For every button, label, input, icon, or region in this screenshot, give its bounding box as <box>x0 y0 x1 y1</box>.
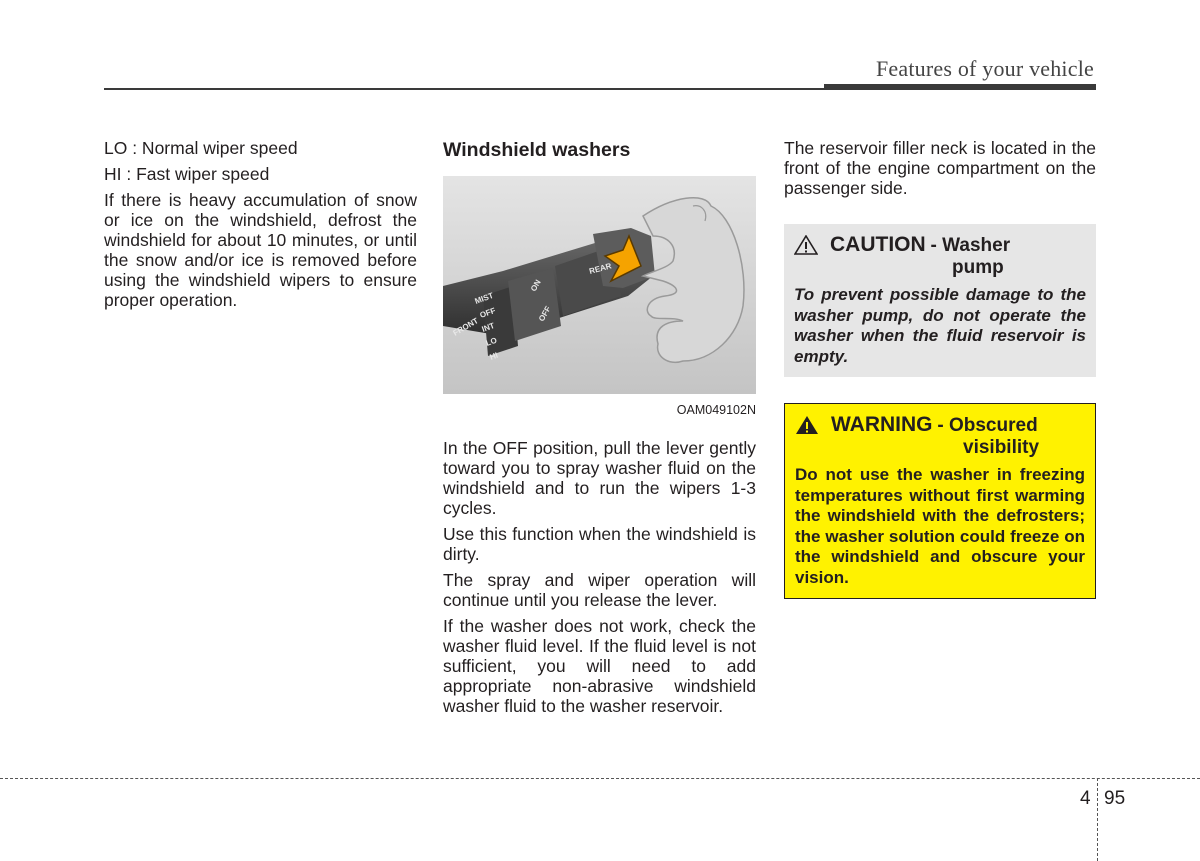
lever-label-mist: MIST <box>473 290 495 306</box>
lever-label-on: ON <box>528 278 543 293</box>
caution-box <box>784 224 1096 377</box>
column-left <box>104 138 417 316</box>
lever-label-front: FRONT <box>451 316 480 338</box>
lever-label-hi: HI <box>488 350 500 362</box>
caution-subtitle-2: pump <box>952 257 1004 278</box>
paragraph-hi: HI : Fast wiper speed <box>104 164 270 184</box>
caution-subtitle: - Washer <box>930 235 1011 256</box>
page-number: 95 <box>1104 788 1126 809</box>
paragraph-pull-lever: In the OFF position, pull the lever gently toward you to spray washer fluid on the windshield and to run the wipers 1-3 cycles. <box>443 438 756 518</box>
paragraph-defrost: If there is heavy accumulation of snow or ice on the windshield, defrost the windshield for about 10 minutes, or until the snow and/or ice is removed before using the windshield wipers to ensure proper operation. <box>104 190 417 310</box>
wiper-lever-illustration <box>443 176 756 394</box>
lever-label-rear: REAR <box>588 261 613 276</box>
caution-label: CAUTION <box>830 233 926 256</box>
warning-subtitle-2: visibility <box>963 437 1040 458</box>
chapter-number: 4 <box>1080 788 1091 809</box>
lever-label-off-rear: OFF <box>536 304 553 323</box>
caution-triangle-icon <box>794 235 818 255</box>
header-rule-accent <box>824 84 1096 90</box>
paragraph-lo: LO : Normal wiper speed <box>104 138 298 158</box>
lever-label-lo: LO <box>484 335 499 348</box>
footer-vertical-divider <box>1097 778 1098 861</box>
paragraph-spray-continue: The spray and wiper operation will continue until you release the lever. <box>443 570 756 610</box>
lever-label-int: INT <box>480 321 496 334</box>
wiper-lever-figure <box>443 176 756 394</box>
warning-label: WARNING <box>831 413 933 436</box>
figure-code: OAM049102N <box>676 403 756 417</box>
warning-box <box>784 403 1096 599</box>
footer-divider <box>0 778 1200 779</box>
section-heading: Windshield washers <box>443 139 631 161</box>
caution-text: To prevent possible damage to the washer pump, do not operate the washer when the fluid reservoir is empty. <box>794 285 1086 366</box>
column-middle <box>443 138 756 722</box>
warning-triangle-icon <box>795 415 819 435</box>
paragraph-check-fluid: If the washer does not work, check the washer fluid level. If the fluid level is not sufficient, you will need to add appropriate non-abrasive windshield washer fluid to the washer reservoir. <box>443 616 756 716</box>
warning-text: Do not use the washer in freezing temperatures without first warming the windshield with the defrosters; the washer solution could freeze on the windshield and obscure your vision. <box>795 465 1085 587</box>
warning-subtitle: - Obscured <box>937 415 1038 436</box>
paragraph-use-function: Use this function when the windshield is dirty. <box>443 524 756 564</box>
column-right <box>784 138 1096 599</box>
lever-label-off: OFF <box>478 305 497 320</box>
paragraph-reservoir: The reservoir filler neck is located in the front of the engine compartment on the passenger side. <box>784 138 1096 198</box>
running-header: Features of your vehicle <box>875 56 1094 81</box>
